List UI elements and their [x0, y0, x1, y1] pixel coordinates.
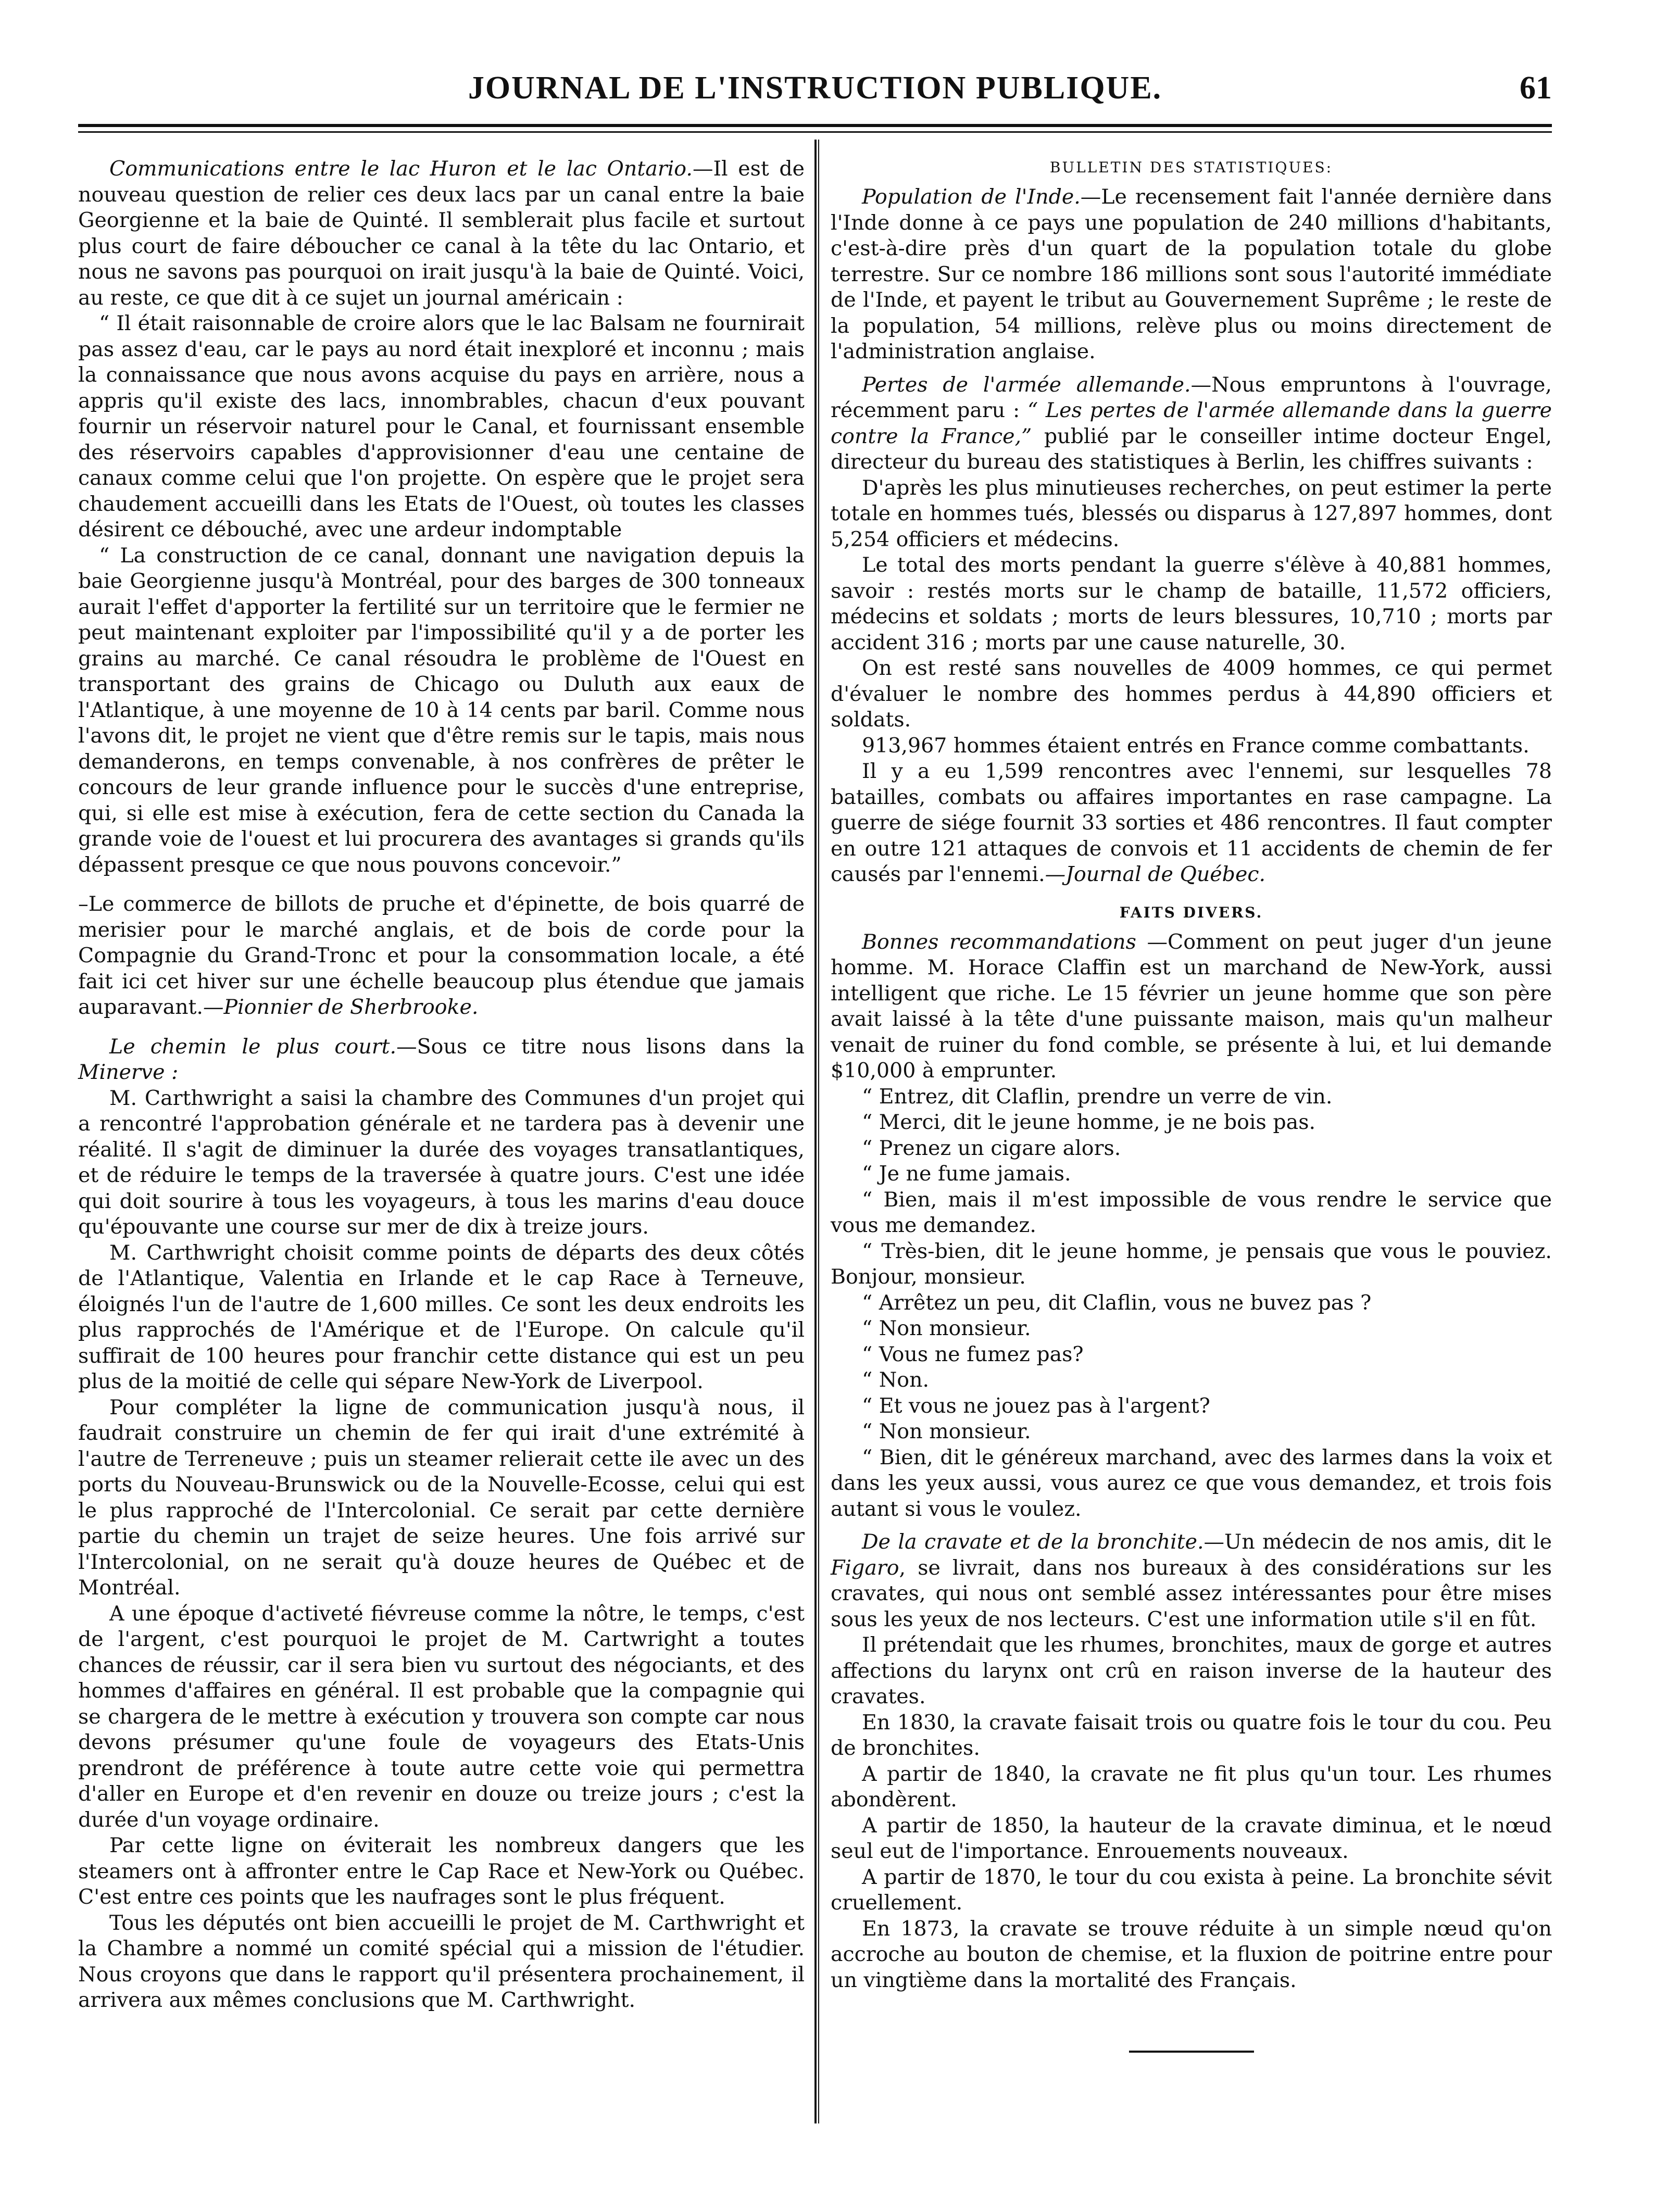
article-cravate-bronchite — [831, 1529, 1552, 1993]
article-text: , se livrait, dans nos bureaux à des considérations sur les cravates, qui nous ont semblé assez intéressantes pour être mises sous les yeux de nos lecteurs. C'est une information utile s'il en fût. — [831, 1555, 1552, 1631]
article-chemin-court — [78, 1034, 805, 2014]
article-paragraph — [831, 372, 1552, 475]
journal-title: JOURNAL DE L'INSTRUCTION PUBLIQUE. — [468, 70, 1162, 106]
article-paragraph — [831, 1529, 1552, 1632]
article-population-inde — [831, 184, 1552, 365]
article-paragraph: En 1873, la cravate se trouve réduite à un simple nœud qu'on accroche au bouton de chemise, et la fluxion de poitrine entre pour un vingtième dans la mortalité des Français. — [831, 1916, 1552, 1992]
article-title: Communications entre le lac Huron et le lac Ontario. — [109, 157, 693, 181]
article-source: —Journal de Québec. — [1045, 862, 1266, 886]
article-paragraph — [78, 156, 805, 311]
article-paragraph: M. Carthwright a saisi la chambre des Communes d'un projet qui a rencontré l'approbation générale et ne tardera pas à devenir une réalité. Il s'agit de diminuer la durée des voyages transatlantiques, et de réduire le temps de la traversée à quatre jours. C'est une idée qui doit sourire à tous les voyageurs, à tous les marins d'eau douce qu'épouvante une course sur mer de dix à treize jours. — [78, 1086, 805, 1239]
header-rule-thick — [78, 124, 1552, 127]
article-paragraph — [831, 184, 1552, 365]
article-paragraph: On est resté sans nouvelles de 4009 hommes, ce qui permet d'évaluer le nombre des hommes perdus à 44,890 officiers et soldats. — [831, 656, 1552, 732]
article-paragraph — [78, 891, 805, 1021]
dialogue-line: “ Vous ne fumez pas? — [862, 1342, 1084, 1366]
book-title: “ Les pertes de l'armée allemande dans la guerre contre la France,” — [831, 398, 1552, 448]
quote-paragraph: “ Il était raisonnable de croire alors que le lac Balsam ne fournirait pas assez d'eau, car le pays au nord était inexploré et inconnu ; mais la connaissance que nous avons acquise du pays en arrière, nous a appris qu'il existe des lacs, innombrables, chacun d'eux pouvant fournir un réservoir naturel pour le Canal, et fournissant ensemble des réservoirs capables d'approvisionner d'eau une centaine de canaux comme celui que l'on projette. On espère que le projet sera chaudement accueilli dans les Etats de l'Ouest, où toutes les classes désirent ce débouché, avec une ardeur indomptable — [78, 311, 805, 542]
end-rule — [1129, 2051, 1254, 2053]
article-text: —Sous ce titre nous lisons dans la — [396, 1034, 805, 1059]
article-text: Il y a eu 1,599 rencontres avec l'ennemi, sur lesquelles 78 batailles, combats ou affaires importantes en rase campagne. La guerre de siége fournit 33 sorties et 486 rencontres. Il faut compter en outre 121 attaques de convois et 11 accidents de chemin de fer causés par l'ennemi. — [831, 759, 1552, 886]
article-paragraph: M. Carthwright choisit comme points de départs des deux côtés de l'Atlantique, Valentia en Irlande et le cap Race à Terneuve, éloignés l'un de l'autre de 1,600 milles. Ce sont les deux endroits les plus rapprochés de l'Amérique et de l'Europe. On calcule qu'il suffirait de 100 heures pour franchir cette distance qui est un peu plus de la moitié de celle qui sépare New-York de Liverpool. — [78, 1240, 805, 1393]
left-column — [78, 156, 805, 2014]
dialogue-line: “ Et vous ne jouez pas à l'argent? — [862, 1393, 1210, 1418]
article-text: —Il est de nouveau question de relier ces deux lacs par un canal entre la baie Georgienne et la baie de Quinté. Il semblerait plus facile et surtout plus court de faire déboucher ce canal à la tête du lac Ontario, et nous ne savons pas pourquoi on irait jusqu'à la baie de Quinté. Voici, au reste, ce que dit à ce sujet un journal américain : — [78, 157, 805, 310]
page-number: 61 — [1520, 70, 1552, 106]
article-paragraph: Tous les députés ont bien accueilli le projet de M. Carthwright et la Chambre a nommé un comité spécial qui a mission de l'étudier. Nous croyons que dans le rapport qu'il présentera prochainement, il arrivera aux mêmes conclusions que M. Carthwright. — [78, 1911, 805, 2012]
article-paragraph: A partir de 1850, la hauteur de la cravate diminua, et le nœud seul eut de l'importance. Enrouements nouveaux. — [831, 1813, 1552, 1863]
article-text: —Comment on peut juger d'un jeune homme. M. Horace Claffin est un marchand de New-York, aussi intelligent que riche. Le 15 février un jeune homme que son père avait laissé à la tête d'une puissante maison, mais qu'un malheur venait de ruiner du fond comble, se présente à lui, et lui demande $10,000 à emprunter. — [831, 929, 1552, 1083]
dialogue-line: “ Bien, dit le généreux marchand, avec des larmes dans la voix et dans les yeux aussi, vous aurez ce que vous demandez, et trois fois autant si vous le voulez. — [831, 1445, 1552, 1521]
dialogue-line: “ Non. — [862, 1368, 930, 1392]
article-text: publié par le conseiller intime docteur Engel, directeur du bureau des statistiques à Berlin, les chiffres suivants : — [831, 424, 1552, 474]
section-heading-statistiques: BULLETIN DES STATISTIQUES: — [1049, 159, 1333, 176]
article-title: De la cravate et de la bronchite. — [862, 1530, 1204, 1554]
article-paragraph — [78, 1034, 805, 1086]
dialogue-line: “ Je ne fume jamais. — [862, 1162, 1071, 1186]
article-commerce — [78, 891, 805, 1021]
dialogue-line: “ Entrez, dit Claflin, prendre un verre de vin. — [862, 1084, 1333, 1109]
article-paragraph — [831, 759, 1552, 888]
article-huron-ontario — [78, 156, 805, 878]
article-text: —Le recensement fait l'année dernière dans l'Inde donne à ce pays une population de 240 millions d'habitants, c'est-à-dire près d'un quart de la population totale du globe terrestre. Sur ce nombre 186 millions sont sous l'autorité immédiate de l'Inde, et payent le tribut au Gouvernement Suprême ; le reste de la population, 54 millions, relève plus ou moins directement de l'administration anglaise. — [831, 185, 1552, 363]
article-title: Pertes de l'armée allemande. — [862, 372, 1191, 397]
article-paragraph: Le total des morts pendant la guerre s'élève à 40,881 hommes, savoir : restés morts sur le champ de bataille, 11,572 officiers, médecins et soldats ; morts de leurs blessures, 10,710 ; morts par accident 316 ; morts par une cause naturelle, 30. — [831, 553, 1552, 655]
newspaper-name: Figaro — [831, 1555, 899, 1580]
dialogue-line: “ Merci, dit le jeune homme, je ne bois pas. — [862, 1110, 1316, 1134]
dialogue-line: “ Bien, mais il m'est impossible de vous rendre le service que vous me demandez. — [831, 1187, 1552, 1237]
article-paragraph: En 1830, la cravate faisait trois ou quatre fois le tour du cou. Peu de bronchites. — [831, 1710, 1552, 1760]
article-paragraph — [831, 929, 1552, 1084]
column-divider-inner — [818, 140, 819, 2123]
dialogue-line: “ Prenez un cigare alors. — [862, 1136, 1121, 1160]
article-paragraph: A partir de 1870, le tour du cou exista à peine. La bronchite sévit cruellement. — [831, 1865, 1552, 1915]
article-text: —Nous empruntons à l'ouvrage, récemment paru : — [831, 372, 1552, 422]
dialogue-line: “ Arrêtez un peu, dit Claflin, vous ne buvez pas ? — [862, 1290, 1372, 1315]
article-title: Le chemin le plus court. — [109, 1034, 397, 1059]
dialogue-line: “ Non monsieur. — [862, 1419, 1031, 1443]
quote-paragraph: “ La construction de ce canal, donnant une navigation depuis la baie Georgienne jusqu'à Montréal, pour des barges de 300 tonneaux aurait l'effet d'apporter la fertilité sur un territoire que le fermier ne peut maintenant exploiter par l'impossibilité qu'il y a de porter les grains au marché. Ce canal résoudra le problème de l'Ouest en transportant des grains de Chicago ou Duluth aux eaux de l'Atlantique, à une moyenne de 10 à 14 cents par baril. Comme nous l'avons dit, le projet ne vient que d'être remis sur le tapis, mais nous demanderons, en temps convenable, à nos confrères de prêter le concours de leur grande influence pour le succès d'une entreprise, qui, si elle est mise à exécution, fera de cette section du Canada la grande voie de l'ouest et lui procurera des avantages si grands qu'ils dépassent presque ce que nous pouvons concevoir.” — [78, 543, 805, 877]
article-paragraph: Pour compléter la ligne de communication jusqu'à nous, il faudrait construire un chemin de fer qui irait d'une extrémité à l'autre de Terreneuve ; puis un steamer relierait cette ile avec un des ports du Nouveau-Brunswick ou de la Nouvelle-Ecosse, celui qui est le plus rapproché de l'Intercolonial. Ce serait par cette dernière partie du chemin un trajet de seize heures. Une fois arrivé sur l'Intercolonial, on ne serait qu'à douze heures de Québec et de Montréal. — [78, 1395, 805, 1600]
article-title: Bonnes recommandations — [862, 929, 1136, 954]
column-divider — [814, 140, 817, 2123]
article-paragraph: Il prétendait que les rhumes, bronchites, maux de gorge et autres affections du larynx ont crû en raison inverse de la hauteur des cravates. — [831, 1633, 1552, 1708]
header-rule-thin — [78, 131, 1552, 133]
article-pertes-armee — [831, 372, 1552, 888]
right-column — [831, 156, 1552, 2053]
dialogue-line: “ Très-bien, dit le jeune homme, je pensais que vous le pouviez. Bonjour, monsieur. — [831, 1239, 1552, 1289]
article-paragraph: D'après les plus minutieuses recherches, on peut estimer la perte totale en hommes tués, blessés ou disparus à 127,897 hommes, dont 5,254 officiers et médecins. — [831, 475, 1552, 551]
article-source: Minerve : — [78, 1060, 179, 1084]
article-paragraph: A une époque d'activeté fiévreuse comme la nôtre, le temps, c'est de l'argent, c'est pourquoi le projet de M. Cartwright a toutes chances de réussir, car il sera bien vu surtout des négociants, et des hommes d'affaires en général. Il est probable que la compagnie qui se chargera de le mettre à exécution y trouvera son compte car nous devons présumer qu'une foule de voyageurs des Etats-Unis prendront de préférence à toute autre cette voie qui permettra d'aller en Europe et d'en revenir en douze ou treize jours ; c'est la durée d'un voyage ordinaire. — [78, 1601, 805, 1832]
article-paragraph: Par cette ligne on éviterait les nombreux dangers que les steamers ont à affronter entre le Cap Race et New-York ou Québec. C'est entre ces points que les naufrages sont le plus fréquent. — [78, 1833, 805, 1909]
page-header — [78, 62, 1552, 120]
article-paragraph: 913,967 hommes étaient entrés en France comme combattants. — [862, 733, 1529, 758]
article-bonnes-recommandations — [831, 929, 1552, 1523]
article-text: —Un médecin de nos amis, dit le — [1203, 1530, 1552, 1554]
article-title: Population de l'Inde. — [862, 185, 1081, 209]
article-text: –Le commerce de billots de pruche et d'épinette, de bois quarré de merisier pour le marché anglais, et de bois de corde pour la Compagnie du Grand-Tronc et pour la consommation locale, a été fait ici cet hiver sur une échelle beaucoup plus étendue que jamais auparavant. — [78, 892, 805, 1019]
section-heading-faits-divers: FAITS DIVERS. — [1119, 903, 1263, 921]
article-paragraph: A partir de 1840, la cravate ne fit plus qu'un tour. Les rhumes abondèrent. — [831, 1762, 1552, 1812]
dialogue-line: “ Non monsieur. — [862, 1316, 1031, 1340]
article-source: —Pionnier de Sherbrooke. — [203, 995, 479, 1019]
